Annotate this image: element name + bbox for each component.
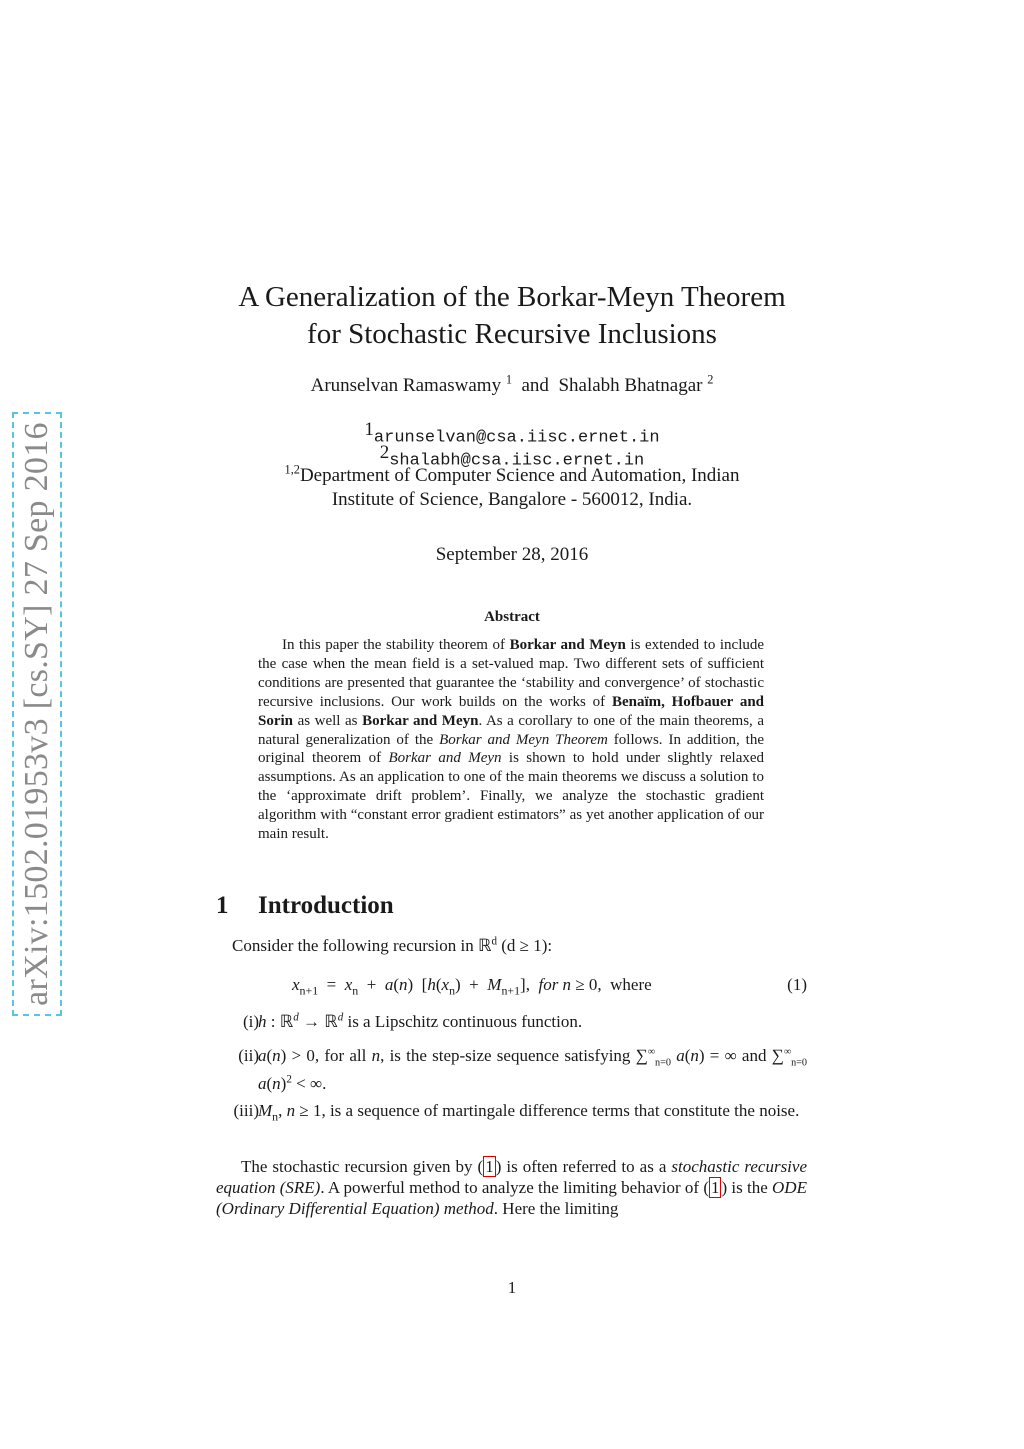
email-1[interactable]: arunselvan@csa.iisc.ernet.in xyxy=(373,428,660,448)
para-text-3: . A powerful method to analyze the limiting behavior of ( xyxy=(320,1178,709,1197)
para-text-2: ) is often referred to as a xyxy=(495,1157,672,1176)
list-text-i-tail: is a Lipschitz continuous function. xyxy=(343,1012,583,1031)
author-2: Shalabh Bhatnagar xyxy=(558,375,703,396)
list-label-ii: (ii) xyxy=(238,1046,259,1065)
paper-title xyxy=(0,279,1024,353)
author-1: Arunselvan Ramaswamy xyxy=(310,375,502,396)
title-line-1: A Generalization of the Borkar-Meyn Theorem xyxy=(238,281,786,313)
affiliation xyxy=(0,464,1024,512)
para-text-1: The stochastic recursion given by ( xyxy=(241,1157,484,1176)
section-title: Introduction xyxy=(258,892,394,919)
abstract-text-1: In this paper the stability theorem of xyxy=(282,637,510,653)
author-2-sup: 2 xyxy=(707,372,714,387)
email-1-sup: 1 xyxy=(364,419,374,440)
list-label-i: (i) xyxy=(242,1012,259,1031)
intro-paragraph xyxy=(216,1156,807,1219)
list-text-i: h : ℝ$^d$ → ℝ$^d$ is a Lipschitz continuous function. xyxy=(258,1011,583,1031)
list-label-iii: (iii) xyxy=(233,1101,259,1120)
intro-text: Consider the following recursion in ℝ xyxy=(232,936,492,955)
abstract-bold-2: Benaïm, Hofbauer and Sorin xyxy=(258,693,764,729)
abstract-italic-1: Borkar and Meyn Theorem xyxy=(439,731,608,748)
equation-number: (1) xyxy=(787,975,807,994)
abstract-text-4: . As a corollary to one of the main theorems, a natural generalization of the xyxy=(258,712,764,748)
arxiv-identifier-text: arXiv:1502.01953v3 [cs.SY] 27 Sep 2016 xyxy=(18,422,55,1006)
para-text-4: ) is the xyxy=(721,1178,773,1197)
equation-body: $x_{n+1} = x_n + a(n) [h(x_n) + M_{n+1}]$, for n ≥ 0, where xyxy=(292,975,652,998)
author-line xyxy=(0,372,1024,397)
email-2-sup: 2 xyxy=(379,442,390,463)
abstract-text-3: as well as xyxy=(293,712,363,729)
abstract-heading: Abstract xyxy=(484,609,540,625)
intro-line xyxy=(232,935,807,956)
email-2[interactable]: shalabh@csa.iisc.ernet.in xyxy=(389,451,645,471)
affiliation-line-1: Department of Computer Science and Automation, Indian xyxy=(299,465,740,486)
equation-ref-link[interactable]: 1 xyxy=(485,1157,494,1176)
section-number: 1 xyxy=(216,892,229,919)
affiliation-line-2: Institute of Science, Bangalore - 560012, India. xyxy=(331,489,693,510)
list-text-iii: $M_n$, n ≥ 1, is a sequence of martingale difference terms that constitute the noise. xyxy=(258,1101,800,1124)
para-text-5: . Here the limiting xyxy=(493,1199,619,1218)
para-italic-1: stochastic recursive equation (SRE) xyxy=(216,1157,807,1197)
affiliation-sup: 1,2 xyxy=(284,462,300,477)
abstract-text-6: is shown to hold under slightly relaxed assumptions. As an application to one of the main theorems we discuss a solution to the ‘approximate drift problem’. Finally, we analyze the stochastic gradient algorithm with “constant error gradient estimators” as yet another application of our main result. xyxy=(258,750,765,843)
abstract-italic-2: Borkar and Meyn xyxy=(388,750,502,767)
list-item-ii xyxy=(216,1045,808,1094)
intro-tail: (d ≥ 1): xyxy=(496,936,553,955)
equation-ref-link-2[interactable]: 1 xyxy=(710,1178,720,1197)
page-number: 1 xyxy=(507,1278,517,1297)
list-text-ii: a(n) > 0, for all n, is the step-size sequence satisfying $\sum^\infty_{n=0}$ a(n) = ∞ and $\sum^\infty_{n=0}$ $a(n)^2$ < ∞. xyxy=(258,1046,808,1094)
abstract-text-5: follows. In addition, the original theorem of xyxy=(258,731,764,767)
abstract-text-2: is extended to include the case when the mean field is a set-valued map. Two different sets of sufficient conditions are presented that guarantee the ‘stability and convergence’ of stochastic recursive inclusions. Our work builds on the works of xyxy=(258,637,765,710)
abstract-bold-1: Borkar and Meyn xyxy=(509,637,626,653)
author-and: and xyxy=(521,375,549,396)
section-heading-introduction xyxy=(216,892,394,920)
title-line-2: for Stochastic Recursive Inclusions xyxy=(307,318,717,350)
intro-sup: d xyxy=(491,935,497,948)
list-item-iii xyxy=(216,1100,807,1144)
paper-date: September 28, 2016 xyxy=(435,544,589,565)
author-1-sup: 1 xyxy=(505,372,512,387)
abstract-bold-3: Borkar and Meyn xyxy=(362,712,479,729)
para-italic-2: ODE (Ordinary Differential Equation) method xyxy=(216,1178,807,1218)
abstract-body xyxy=(258,636,764,844)
